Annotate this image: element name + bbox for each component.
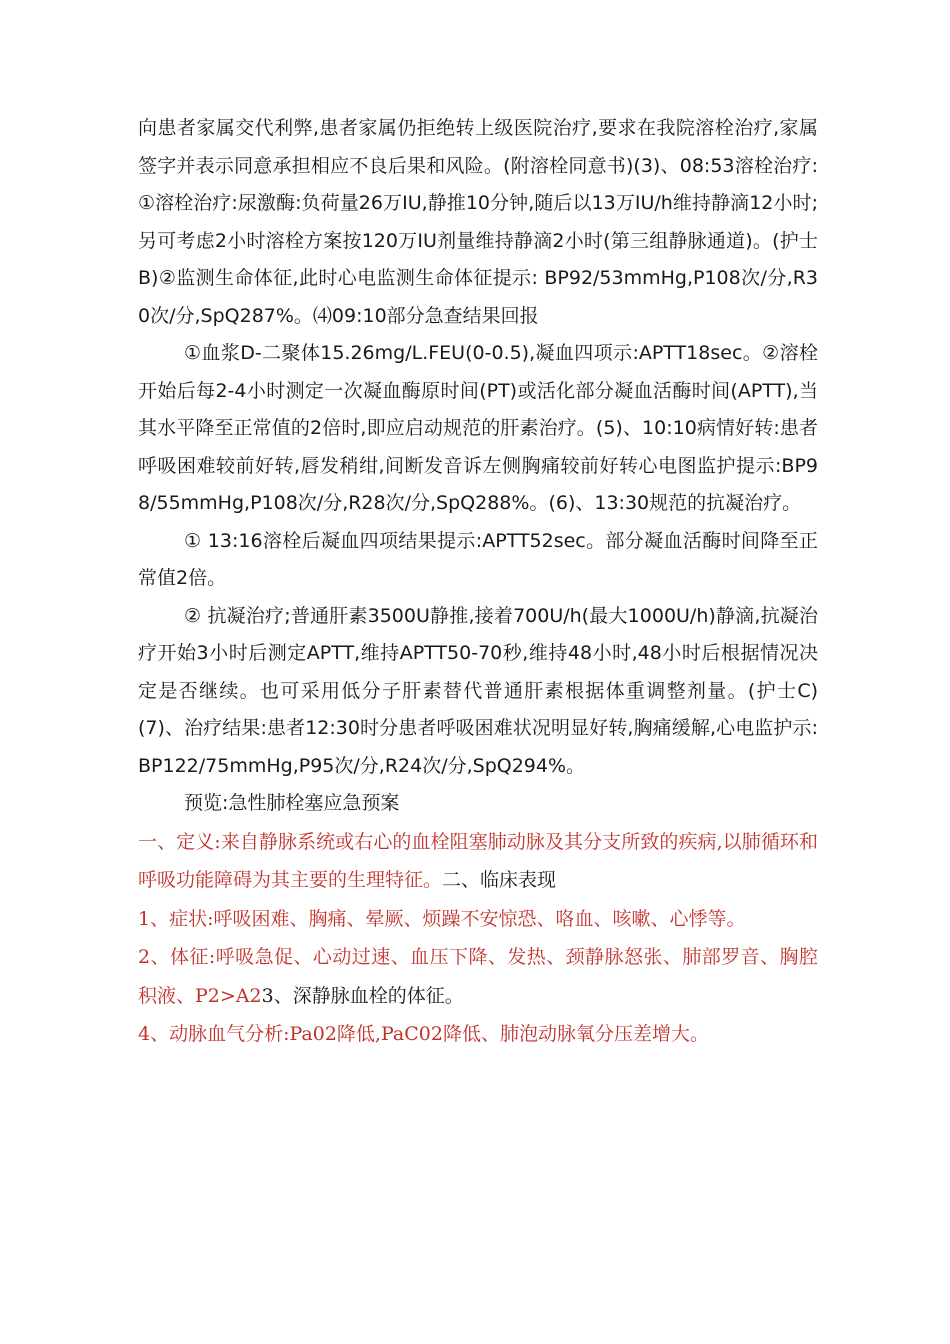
document-body xyxy=(138,110,818,1054)
paragraph-post-thrombolysis: ① 13:16溶栓后凝血四项结果提示:APTT52sec。部分凝血活酶时间降至正常值2倍。 xyxy=(138,529,818,589)
emergency-plan-section xyxy=(138,823,818,1054)
paragraph-lab-results: ①血浆D-二聚体15.26mg/L.FEU(0-0.5),凝血四项示:APTT18sec。②溶栓开始后每2-4小时测定一次凝血酶原时间(PT)或活化部分凝血活酶时间(APTT),当其水平降至正常值的2倍时,即应启动规范的肝素治疗。(5)、10:10病情好转:患者呼吸困难较前好转,唇发稍绀,间断发音诉左侧胸痛较前好转心电图监护提示:BP98/55mmHg,P108次/分,R28次/分,SpQ288%。(6)、13:30规范的抗凝治疗。 xyxy=(138,342,818,514)
symptoms-paragraph xyxy=(138,900,818,939)
definition-paragraph xyxy=(138,823,818,900)
dvt-signs-text: 3、深静脉血栓的体征。 xyxy=(261,984,464,1007)
paragraph-treatment-intro: 向患者家属交代利弊,患者家属仍拒绝转上级医院治疗,要求在我院溶栓治疗,家属签字并表示同意承担相应不良后果和风险。(附溶栓同意书)(3)、08:53溶栓治疗:①溶栓治疗:尿激酶:负荷量26万IU,静推10分钟,随后以13万IU/h维持静滴12小时;另可考虑2小时溶栓方案按120万IU剂量维持静滴2小时(第三组静脉通道)。(护士B)②监测生命体征,此时心电监测生命体征提示: BP92/53mmHg,P108次/分,R30次/分,SpQ287%。⑷09:10部分急查结果回报 xyxy=(138,117,818,327)
blood-gas-text: 4、动脉血气分析:Pa02降低,PaC02降低、肺泡动脉氧分压差增大。 xyxy=(138,1023,709,1045)
symptoms-text: 1、症状:呼吸困难、胸痛、晕厥、烦躁不安惊恐、咯血、咳嗽、心悸等。 xyxy=(138,907,746,930)
blood-gas-paragraph xyxy=(138,1015,818,1054)
paragraph-anticoagulation: ② 抗凝治疗;普通肝素3500U静推,接着700U/h(最大1000U/h)静滴,抗凝治疗开始3小时后测定APTT,维持APTT50-70秒,维持48小时,48小时后根据情况决定是否继续。也可采用低分子肝素替代普通肝素根据体重调整剂量。(护士C)(7)、治疗结果:患者12:30时分患者呼吸困难状况明显好转,胸痛缓解,心电监护示:BP122/75mmHg,P95次/分,R24次/分,SpQ294%。 xyxy=(138,604,818,777)
clinical-heading: 二、临床表现 xyxy=(442,869,557,891)
signs-paragraph xyxy=(138,938,818,1015)
signs-text: 2、体征:呼吸急促、心动过速、血压下降、发热、颈静脉怒张、肺部罗音、胸腔积液、P2>A2 xyxy=(138,946,818,1007)
definition-text: 一、定义:来自静脉系统或右心的血栓阻塞肺动脉及其分支所致的疾病,以肺循环和呼吸功能障碍为其主要的生理特征。 xyxy=(138,830,818,891)
paragraph-preview-title: 预览:急性肺栓塞应急预案 xyxy=(184,792,400,814)
